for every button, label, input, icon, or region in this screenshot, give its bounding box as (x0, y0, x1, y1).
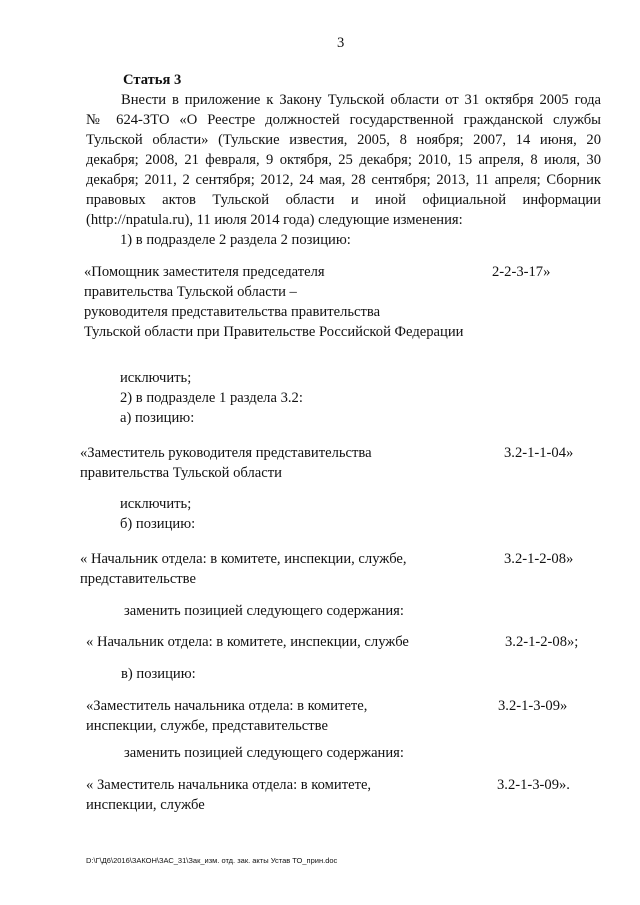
position-line: « Заместитель начальника отдела: в комитете, (86, 777, 372, 793)
intro-paragraph (86, 90, 601, 230)
item1-position (84, 262, 463, 342)
item2c-new-code: 3.2-1-3-09». (497, 777, 570, 793)
intro-line: декабря; 2011, 2 сентября; 2012, 24 мая, 28 сентября; 2013, 11 апреля; Сборник (86, 172, 601, 188)
article-title: Статья 3 (123, 72, 182, 88)
item2b-position (80, 549, 407, 589)
position-line: «Помощник заместителя председателя (84, 264, 325, 280)
item1-label: 1) в подразделе 2 раздела 2 позицию: (120, 232, 351, 248)
item2c-action: заменить позицией следующего содержания: (124, 745, 404, 761)
item2b-code: 3.2-1-2-08» (504, 551, 574, 567)
intro-line: Внести в приложение к Закону Тульской области от 31 октября 2005 года (121, 92, 601, 108)
item2a-label: а) позицию: (120, 410, 195, 426)
intro-line: правовых актов Тульской области и иной официальной информации (86, 192, 601, 208)
item2c-label: в) позицию: (121, 666, 196, 682)
item2b-action: заменить позицией следующего содержания: (124, 603, 404, 619)
item2c-position (86, 696, 367, 736)
item1-action: исключить; (120, 370, 192, 386)
item2a-action: исключить; (120, 496, 192, 512)
item1-code: 2-2-3-17» (492, 264, 551, 280)
item2c-new-position (86, 775, 371, 815)
intro-line: Тульской области» (Тульские известия, 2005, 8 ноября; 2007, 14 июня, 20 (86, 132, 601, 148)
position-line: представительстве (80, 571, 196, 587)
page-number: 3 (337, 35, 345, 51)
intro-line: декабря; 2008, 21 февраля, 9 октября, 25 декабря; 2010, 15 апреля, 8 июля, 30 (86, 152, 601, 168)
position-line: « Начальник отдела: в комитете, инспекции, службе, (80, 551, 407, 567)
item2b-label: б) позицию: (120, 516, 196, 532)
position-line: «Заместитель руководителя представительства (80, 445, 372, 461)
intro-line: № 624-ЗТО «О Реестре должностей государственной гражданской службы (86, 112, 601, 128)
position-line: Тульской области при Правительстве Российской Федерации (84, 324, 464, 340)
item2a-position (80, 443, 372, 483)
position-line: инспекции, службе, представительстве (86, 718, 328, 734)
item2b-new-position: « Начальник отдела: в комитете, инспекции, службе (86, 634, 409, 650)
position-line: инспекции, службе (86, 797, 205, 813)
position-line: правительства Тульской области (80, 465, 282, 481)
footer-file-path: D:\Г\Д6\2016\ЗАКОН\ЗАС_31\Зак_изм. отд. зак. акты Устав ТО_прин.doc (86, 856, 338, 865)
intro-line: (http://npatula.ru), 11 июля 2014 года) следующие изменения: (86, 212, 463, 228)
item2b-new-code: 3.2-1-2-08»; (505, 634, 579, 650)
item2a-code: 3.2-1-1-04» (504, 445, 574, 461)
position-line: руководителя представительства правительства (84, 304, 381, 320)
item2c-code: 3.2-1-3-09» (498, 698, 568, 714)
item2-label: 2) в подразделе 1 раздела 3.2: (120, 390, 303, 406)
position-line: «Заместитель начальника отдела: в комитете, (86, 698, 368, 714)
position-line: правительства Тульской области – (84, 284, 297, 300)
